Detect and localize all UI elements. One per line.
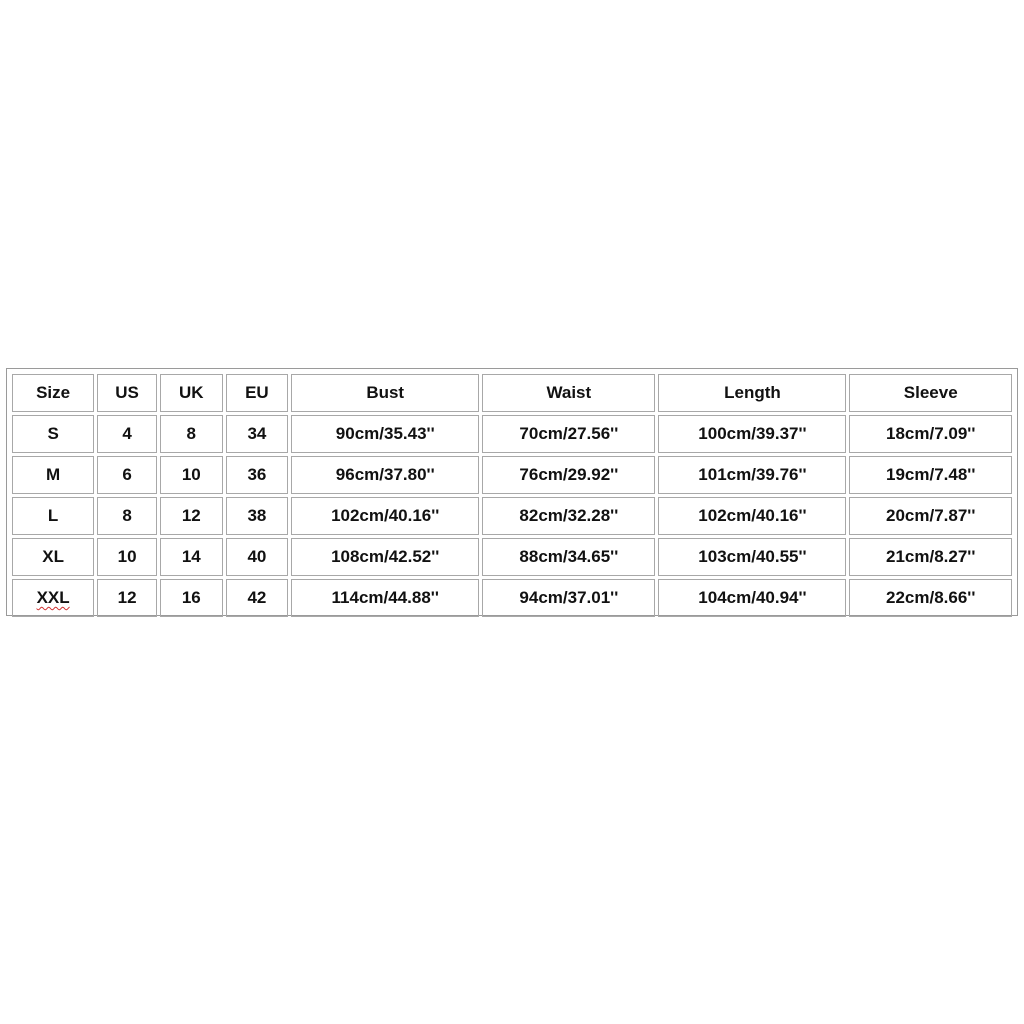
table-row bbox=[12, 456, 1012, 494]
cell-size-text: XXL bbox=[36, 588, 70, 607]
cell-length: 100cm/39.37'' bbox=[658, 415, 846, 453]
header-length: Length bbox=[658, 374, 846, 412]
cell-length: 102cm/40.16'' bbox=[658, 497, 846, 535]
header-eu: EU bbox=[226, 374, 289, 412]
cell-length: 104cm/40.94'' bbox=[658, 579, 846, 617]
header-uk: UK bbox=[160, 374, 223, 412]
cell-waist: 76cm/29.92'' bbox=[482, 456, 655, 494]
cell-bust: 90cm/35.43'' bbox=[291, 415, 479, 453]
cell-eu: 42 bbox=[226, 579, 289, 617]
cell-uk: 12 bbox=[160, 497, 223, 535]
cell-length: 101cm/39.76'' bbox=[658, 456, 846, 494]
cell-us: 4 bbox=[97, 415, 157, 453]
cell-sleeve: 18cm/7.09'' bbox=[849, 415, 1012, 453]
cell-eu: 34 bbox=[226, 415, 289, 453]
cell-eu: 40 bbox=[226, 538, 289, 576]
cell-us: 12 bbox=[97, 579, 157, 617]
cell-size: XL bbox=[12, 538, 94, 576]
cell-uk: 8 bbox=[160, 415, 223, 453]
header-size: Size bbox=[12, 374, 94, 412]
cell-waist: 94cm/37.01'' bbox=[482, 579, 655, 617]
cell-size: S bbox=[12, 415, 94, 453]
cell-sleeve: 20cm/7.87'' bbox=[849, 497, 1012, 535]
cell-uk: 10 bbox=[160, 456, 223, 494]
header-bust: Bust bbox=[291, 374, 479, 412]
cell-size: L bbox=[12, 497, 94, 535]
table-row bbox=[12, 497, 1012, 535]
cell-uk: 16 bbox=[160, 579, 223, 617]
header-sleeve: Sleeve bbox=[849, 374, 1012, 412]
header-row bbox=[12, 374, 1012, 412]
cell-waist: 82cm/32.28'' bbox=[482, 497, 655, 535]
cell-bust: 108cm/42.52'' bbox=[291, 538, 479, 576]
cell-bust: 102cm/40.16'' bbox=[291, 497, 479, 535]
size-chart-table bbox=[9, 371, 1015, 620]
header-us: US bbox=[97, 374, 157, 412]
cell-size: M bbox=[12, 456, 94, 494]
cell-sleeve: 21cm/8.27'' bbox=[849, 538, 1012, 576]
cell-eu: 36 bbox=[226, 456, 289, 494]
cell-size bbox=[12, 579, 94, 617]
size-chart-container bbox=[6, 368, 1018, 616]
header-waist: Waist bbox=[482, 374, 655, 412]
cell-us: 6 bbox=[97, 456, 157, 494]
cell-waist: 70cm/27.56'' bbox=[482, 415, 655, 453]
table-row bbox=[12, 415, 1012, 453]
cell-sleeve: 22cm/8.66'' bbox=[849, 579, 1012, 617]
cell-uk: 14 bbox=[160, 538, 223, 576]
cell-length: 103cm/40.55'' bbox=[658, 538, 846, 576]
cell-sleeve: 19cm/7.48'' bbox=[849, 456, 1012, 494]
table-row bbox=[12, 538, 1012, 576]
cell-us: 10 bbox=[97, 538, 157, 576]
cell-bust: 114cm/44.88'' bbox=[291, 579, 479, 617]
table-row bbox=[12, 579, 1012, 617]
cell-us: 8 bbox=[97, 497, 157, 535]
cell-bust: 96cm/37.80'' bbox=[291, 456, 479, 494]
cell-waist: 88cm/34.65'' bbox=[482, 538, 655, 576]
cell-eu: 38 bbox=[226, 497, 289, 535]
